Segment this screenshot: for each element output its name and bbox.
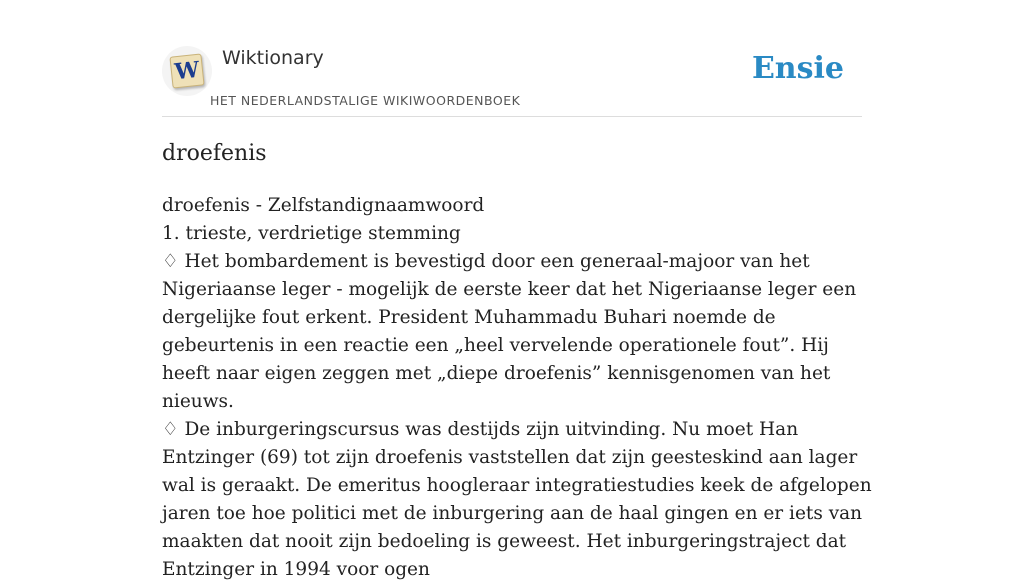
example-sentence: ♢ De inburgeringscursus was destijds zijn uitvinding. Nu moet Han Entzinger (69) tot zijn droefenis vaststellen dat zijn geesteskind aan lager wal is geraakt. De emeritus hoogleraar integratiestudies keek de afgelopen jaren toe hoe politici met de inburgering aan de haal gingen en er iets van maakten dat nooit zijn bedoeling is geweest. Het inburgeringstraject dat Entzinger in 1994 voor ogen [162,419,872,580]
entry-body [162,192,872,584]
site-subtitle: HET NEDERLANDSTALIGE WIKIWOORDENBOEK [210,93,521,108]
part-of-speech-line: droefenis - Zelfstandignaamwoord [162,195,485,216]
definition: 1. trieste, verdrietige stemming [162,223,461,244]
site-header [162,40,862,117]
wiktionary-w-icon: W [169,53,204,88]
wiktionary-logo[interactable] [162,46,212,96]
site-name[interactable]: Wiktionary [222,47,324,69]
example-sentence: ♢ Het bombardement is bevestigd door een generaal-majoor van het Nigeriaanse leger - mogelijk de eerste keer dat het Nigeriaanse leger een dergelijke fout erkent. President Muhammadu Buhari noemde de gebeurtenis in een reactie een „heel vervelende operationele fout”. Hij heeft naar eigen zeggen met „diepe droefenis” kennisgenomen van het nieuws. [162,251,857,412]
page-title: droefenis [162,141,267,166]
ensie-brand-logo[interactable]: Ensie [751,51,844,86]
